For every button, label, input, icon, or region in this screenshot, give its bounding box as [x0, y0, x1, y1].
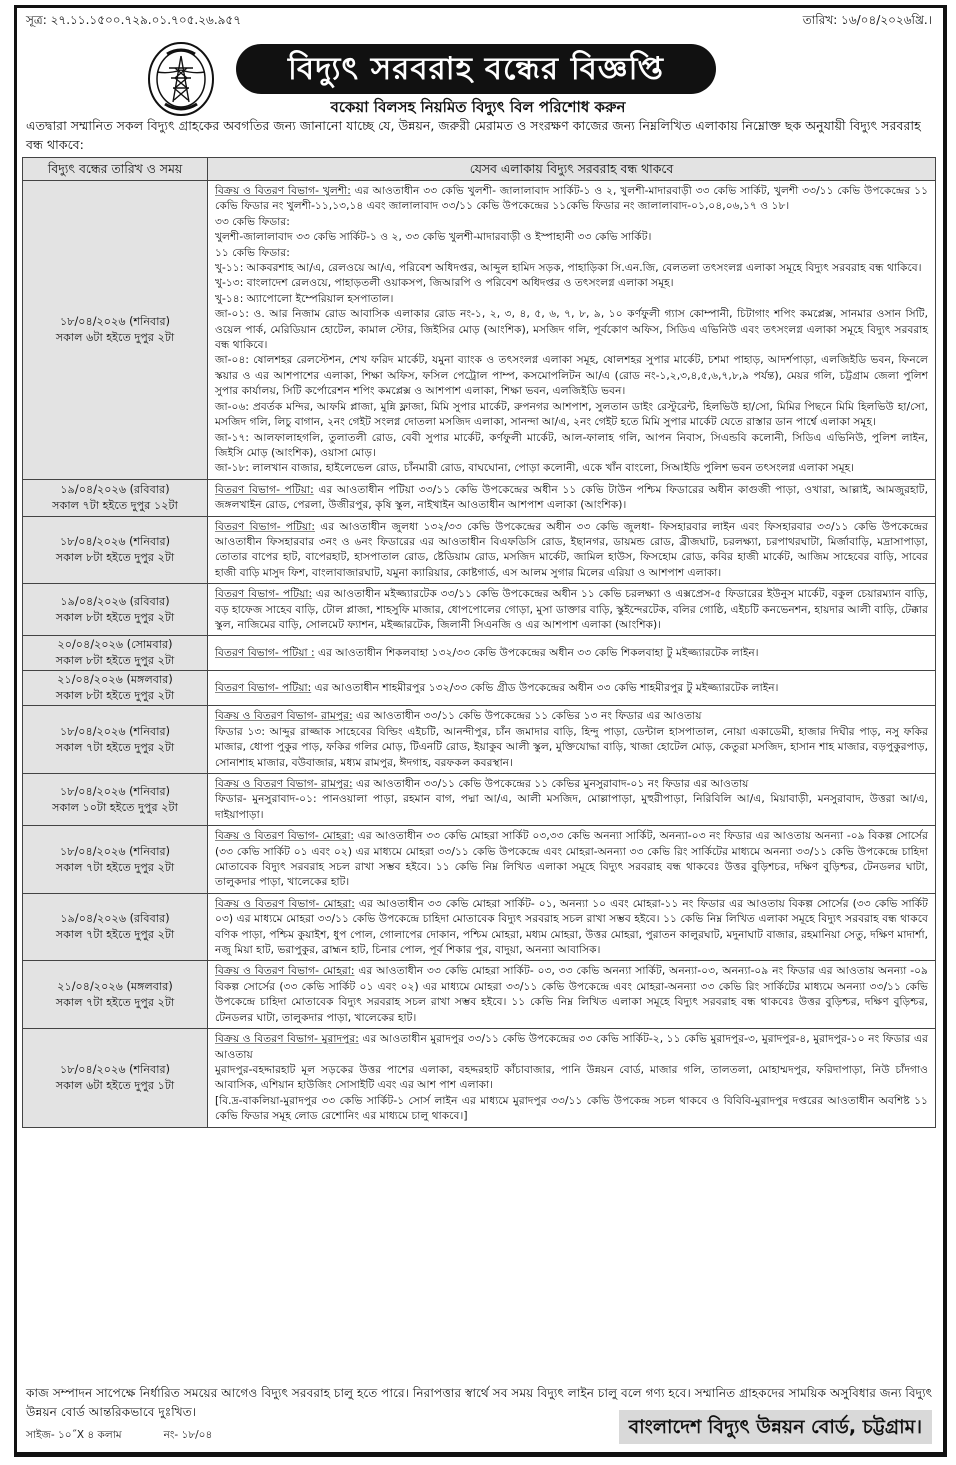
area-paragraph — [215, 460, 928, 475]
affected-areas — [208, 636, 936, 671]
outage-time: সকাল ৮টা হইতে দুপুর ২টা — [55, 610, 175, 624]
area-text: [বি.দ্র-বাকলিয়া-মুরাদপুর ৩৩ কেভি সার্কিট-১ সোর্স লাইন এর মাধ্যমে মুরাদপুর ৩৩/১১ কেভি উপকেন্দ্র সচল থাকবে ও বিবিবি-মুরাদপুর দপ্তরের আওতাধীন অবশিষ্ট ১১ কেভি ফিডার সমূহ লোড রেশোনিং এর মাধ্যমে চালু থাকবে।] — [215, 1093, 928, 1123]
area-paragraph — [215, 430, 928, 461]
outage-time: সকাল ৭টা হইতে দুপুর ১২টা — [52, 498, 178, 512]
affected-areas — [208, 893, 936, 961]
outage-date: ২১/০৪/২০২৬ (মঙ্গলবার) — [57, 979, 173, 993]
affected-areas — [208, 961, 936, 1029]
area-paragraph — [215, 260, 928, 275]
notice-title: বিদ্যুৎ সরবরাহ বন্ধের বিজ্ঞপ্তি — [236, 44, 716, 94]
area-text: ফিডার ১৩: আব্দুর রাজ্জাক সাহেবের বিল্ডিং এইচটি, আনন্দীপুর, চাঁন জমাদার বাড়ি, হিন্দু পাড়া, ডেন্টাল হাসপাতাল, নোয়া একাডেমী, হাজার দিঘীর পাড়, নসু ফকির মাজার, ধোপা পুকুর পাড়, ফকির গলির মোড়, টিএনটি রোড, ইয়াকুব আলী স্কুল, মুক্তিযোদ্ধা বাড়ি, খাজা হোটেল মোড়, কেতুরা মসজিদ, হাসান শাহ মাজার, বড়পুকুরপাড়, সোনাশাহ মাজার, বউবাজার, মধ্যম রামপুর, ঈদগাহ, বরফকল কবরস্থান। — [215, 724, 928, 769]
outage-date-time — [23, 774, 208, 826]
area-text: খুলশী-জালালাবাদ ৩৩ কেভি সার্কিট-১ ও ২, ৩৩ কেভি খুলশী-মাদারবাড়ী ও ইস্পাহানী ৩৩ কেভি সার্কিট। — [215, 230, 652, 244]
notice-intro: এতদ্বারা সম্মানিত সকল বিদ্যুৎ গ্রাহকের অবগতির জন্য জানানো যাচ্ছে যে, উন্নয়ন, জরুরী মেরামত ও সংরক্ষণ কাজের জন্য নিম্নলিখিত এলাকায় নিম্নোক্ত ছক অনুযায়ী বিদ্যুৎ সরবরাহ বন্ধ থাকবে: — [26, 118, 921, 152]
division-name: বিক্রয় ও বিতরণ বিভাগ- খুলশী: — [215, 184, 351, 197]
table-row — [23, 774, 936, 826]
outage-date-time — [23, 826, 208, 894]
header-areas: যেসব এলাকায় বিদ্যুৎ সরবরাহ বন্ধ থাকবে — [208, 158, 936, 181]
area-paragraph — [215, 183, 928, 214]
outage-date-time — [23, 961, 208, 1029]
outage-schedule-table — [22, 157, 936, 1128]
area-paragraph — [215, 245, 928, 260]
division-name: বিক্রয় ও বিতরণ বিভাগ- রামপুর: — [215, 777, 353, 790]
table-row — [23, 826, 936, 894]
area-text: এর আওতাধীন মুরাদপুর ৩৩/১১ কেভি উপকেন্দ্রের ৩৩ কেভি সার্কিট-২, ১১ কেভি মুরাদপুর-৩, মুরাদপুর-৪, মুরাদপুর-১০ নং ফিডার এর আওতায় — [215, 1032, 928, 1061]
affected-areas — [208, 479, 936, 516]
outage-date: ১৯/০৪/২০২৬ (রবিবার) — [60, 594, 170, 608]
outage-date-time — [23, 671, 208, 706]
outage-time: সকাল ৭টা হইতে দুপুর ২টা — [55, 928, 175, 942]
area-paragraph — [215, 896, 928, 958]
outage-date-time — [23, 479, 208, 516]
area-paragraph — [215, 708, 928, 723]
table-row — [23, 516, 936, 584]
outage-date-time — [23, 181, 208, 480]
area-paragraph — [215, 1031, 928, 1062]
area-text: ফিডার- মুনসুরাবাদ-০১: পানওয়ালা পাড়া, রহমান বাগ, পদ্মা আ/এ, আলী মসজিদ, মোল্লাপাড়া, মুহুরীপাড়া, নিরিবিলি আ/এ, মিয়াবাড়ী, মনসুরাবাদ, উত্তরা আ/এ, দাইয়াপাড়া। — [215, 792, 928, 821]
affected-areas — [208, 181, 936, 480]
affected-areas — [208, 826, 936, 894]
table-row — [23, 671, 936, 706]
area-text: এর আওতাধীন ৩৩ কেভি মোহরা সার্কিট- ০৩, ৩৩ কেভি অনন্যা সার্কিট, অনন্যা-০৩, অনন্যা-০৯ নং ফিডার এর আওতায় অনন্যা -০৯ বিকল্প সোর্সের (৩৩ কেভি সার্কিট ০১ এবং ০২) এর মাধ্যমে মোহরা ৩৩/১১ কেভি উপকেন্দ্রে এবং মোহরা-অনন্যা ৩৩ কেভি রিং সার্কিটের মাধ্যমে অনন্যা ৩৩/১১ কেভি উপকেন্দ্রে চাহিদা মোতাবেক বিদ্যুৎ সরবরাহ সচল রাখা সম্ভব হইবে। ১১ কেভি নিম্ন লিখিত এলাকা সমূহে বিদ্যুৎ সরবরাহ বন্ধ থাকবেঃ উত্তর বুড়িশ্চর, দক্ষিণ বুড়িশ্চর, টেনডলর ঘাটা, তালুকদার পাড়া, খালেকের হাট। — [215, 964, 928, 1024]
area-paragraph — [215, 214, 928, 229]
area-text: এর আওতাধীন মইজ্জ্যারটেক ৩৩/১১ কেভি উপকেন্দ্রের অধীন ১১ কেভি চরলক্ষ্যা ও এক্সপ্রেস-৫ ফিডারের ইউনুস মার্কেট, বকুল চেয়ারম্যান বাড়ি, বড় হাফেজ সাহেব বাড়ি, টোল প্লাজা, শাহসুফি মাজার, ধোপপোলের গোড়া, মুসা ডাক্তার বাড়ি, স্কুইন্দেরটেক, বলির গোষ্ঠি, এইচটি কনভেনশন, হায়দার আলী বাড়ি, টেক্কার স্কুল, নাজিমের বাড়ি, সোলমেট ফ্যাশন, মইজ্জারটেক, জিলানী সিএনজি ও এর আশপাশ এলাকা (আংশিক)। — [215, 587, 928, 631]
area-paragraph — [215, 291, 928, 306]
outage-time: সকাল ৬টা হইতে দুপুর ২টা — [55, 330, 175, 344]
area-paragraph — [215, 306, 928, 352]
area-paragraph — [215, 275, 928, 290]
area-text: এর আওতাধীন ৩৩/১১ কেভি উপকেন্দ্রের ১১ কেভির মুনসুরাবাদ-০১ নং ফিডার এর আওতায় — [352, 777, 749, 790]
outage-date: ১৮/০৪/২০২৬ (শনিবার) — [59, 844, 171, 858]
division-name: বিক্রয় ও বিতরণ বিভাগ- মোহরা: — [215, 896, 355, 910]
area-paragraph — [215, 828, 928, 890]
area-text: এর আওতাধীন ৩৩ কেভি মোহরা সার্কিট ০৩,৩৩ কেভি অনন্যা সার্কিট, অনন্যা-০৩ নং ফিডার এর আওতায় অনন্যা -০৯ বিকল্প সোর্সের (৩৩ কেভি সার্কিট ০১ এবং ০২) এর মাধ্যমে মোহরা ৩৩/১১ কেভি উপকেন্দ্রে এবং মোহরা-অনন্যা ৩৩ কেভি রিং সার্কিটের মাধ্যমে অনন্যা ৩৩/১১ কেভি উপকেন্দ্রে চাহিদা মোতাবেক বিদ্যুৎ সরবরাহ সচল রাখা সম্ভব হইবে। ১১ কেভি নিম্ন লিখিত এলাকা সমূহে বিদ্যুৎ সরবরাহ বন্ধ থাকবেঃ উত্তর বুড়িশচর, দক্ষিণ বুড়িশ্চর, টেনডলর ঘাটা, তালুকদার পাড়া, খালেকের হাট। — [215, 829, 928, 889]
area-paragraph — [215, 229, 928, 244]
division-name: বিতরণ বিভাগ- পটিয়া : — [215, 646, 315, 660]
outage-time: সকাল ১০টা হইতে দুপুর ২টা — [52, 800, 178, 814]
area-text: জা-১৮: লালখান বাজার, হাইলেভেল রোড, চাঁনমারী রোড, বাঘঘোনা, পোড়া কলোনী, একে খাঁন বাংলো, সিআইডি পুলিশ ভবন তৎসংলগ্ন এলাকা সমূহ। — [215, 461, 855, 475]
area-text: খু-১১: আকবরশাহ আ/এ, রেলওয়ে আ/এ, পরিবেশ অধিদপ্তর, আব্দুল হামিদ সড়ক, পাহাড়িকা সি.এন.জি, বেলতলা তৎসংলগ্ন এলাকা সমূহে বিদ্যুৎ সরবরাহ বন্ধ থাকিবে। — [215, 261, 922, 275]
table-row — [23, 706, 936, 774]
issuer-signature: বাংলাদেশ বিদ্যুৎ উন্নয়ন বোর্ড, চট্টগ্রাম। — [619, 1410, 932, 1444]
affected-areas — [208, 671, 936, 706]
area-paragraph — [215, 1062, 928, 1093]
division-name: বিতরণ বিভাগ- পটিয়া: — [215, 681, 312, 695]
outage-time: সকাল ৮টা হইতে দুপুর ২টা — [55, 654, 175, 668]
area-text: এর আওতাধীন জুলধা ১৩২/৩৩ কেভি উপকেন্দ্রের অধীন ৩৩ কেভি জুলধা- ফিসহারবার লাইন এবং ফিসহারবার ৩৩/১১ কেভি উপকেন্দ্রের আওতাধীন ফিসহারবার ৩নং ও ৬নং ফিডারের এর আওতাধীন বিএফডিসি রোড, ইছানগর, ডায়মন্ড রোড, ব্রীজঘাট, চরলক্ষ্যা, চরপাথরঘাটা, মির্জাবাড়ি, মদ্রাসাপাড়া, তোতার বাপের হাট, বাপেরহাট, হাসপাতাল রোড, ষ্টেডিয়াম রোড, মসজিদ মার্কেট, জামিল হাউস, ফিসহোম রোড, কবির হাজী মার্কেট, আজিম সাহেবের বাড়ি, সাবের হাজী বাড়ি মাসুদ ফিশ, বাংলাবাজারঘাট, যমুনা ক্যারিয়ার, কোষ্টগার্ড, এস আলম সুগার মিলের এরিয়া ও আশপাশ এলাকা। — [215, 519, 928, 579]
area-text: ১১ কেভি ফিডার: — [215, 245, 290, 259]
table-row — [23, 893, 936, 961]
ad-size-info — [26, 1428, 212, 1445]
area-paragraph — [215, 1093, 928, 1124]
affected-areas — [208, 584, 936, 636]
area-text: মুরাদপুর-বহদ্দারহাট মূল সড়কের উত্তর পাশের এলাকা, বহদ্দরহাট কাঁচাবাজার, পানি উন্নয়ন বোর্ড, মাজার গলি, তালতলা, মোহাম্মদপুর, ফরিদাপাড়া, নিউ চাঁদগাও আবাসিক, এশিয়ান হাউজিং সোসাইটি এবং এর আশ পাশ এলাকা। — [215, 1062, 928, 1092]
area-text: এর আওতাধীন শাহমীরপুর ১৩২/৩৩ কেভি গ্রীড উপকেন্দ্রের অধীন ৩৩ কেভি শাহমীরপুর টু মইজ্জ্যারটেক লাইন। — [311, 681, 779, 695]
area-paragraph — [215, 791, 928, 822]
area-paragraph — [215, 586, 928, 632]
outage-time: সকাল ৬টা হইতে দুপুর ১টা — [55, 1078, 175, 1092]
division-name: বিতরণ বিভাগ- পটিয়া: — [215, 519, 315, 533]
outage-time: সকাল ৮টা হইতে দুপুর ২টা — [55, 550, 175, 564]
table-row — [23, 636, 936, 671]
outage-date: ১৮/০৪/২০২৬ (শনিবার) — [59, 534, 171, 548]
area-text: এর আওতাধীন ৩৩ কেভি মোহরা সার্কিট- ০১, অনন্যা ১০ এবং মোহরা-১১ নং ফিডার এর আওতায় বিকল্প সোর্সের (৩৩ কেভি সার্কিট ০৩) এর মাধ্যমে মোহরা ৩৩/১১ কেভি উপকেন্দ্রে চাহিদা মোতাবেক বিদ্যুৎ সরবরাহ সচল রাখা সম্ভব হইবে। ১১ কেভি নিম্ন লিখিত এলাকা সমূহে বিদ্যুৎ সরবরাহ বন্ধ থাকবে বণিক পাড়া, পশ্চিম কুয়াইশ, ধুপ পোল, গোলাপের দোকান, পশ্চিম মোহরা, মধ্যম মোহরা, উত্তর মোহরা, পুরাতন কালুরঘাট, মদুনাঘাট বাজার, রহমানিয়া সেতু, দক্ষিণ মাদার্শা, নজু মিয়া হাট, ভরাপুকুর, ব্রাহ্মন হাট, চিনার পোল, পূর্ব শিকার পুর, বাদুয়া, অনন্যা আবাসিক। — [215, 896, 928, 957]
area-text: জা-০১: ও. আর নিজাম রোড আবাসিক এলাকার রোড নং-১, ২, ৩, ৪, ৫, ৬, ৭, ৮, ৯, ১০ কর্ণফুলী গ্যাস কোম্পানী, চিটাগাং শপিং কমপ্লেক্স, সানমার ওসান সিটি, ওয়েল পার্ক, মেরিডিয়ান হোটেল, কামাল স্টোর, জিইসির মোড় (আংশিক), মসজিদ গলি, পূর্বকোণ অফিস, সিডিএ এভিনিউ এবং তৎসংলগ্ন এলাকা সমূহে বিদ্যুৎ সরবরাহ বন্ধ থাকিবে। — [215, 307, 928, 352]
outage-date: ১৯/০৪/২০২৬ (রবিবার) — [60, 912, 170, 926]
area-text: ৩৩ কেভি ফিডার: — [215, 214, 290, 228]
area-paragraph — [215, 399, 928, 430]
area-text: জা-০৪: ষোলশহর রেলস্টেশন, শেখ ফরিদ মার্কেট, যমুনা ব্যাংক ও তৎসংলগ্ন এলাকা সমূহ, ষোলশহর সুপার মার্কেট, চশমা পাহাড়, আদর্শপাড়া, এলজিইডি ভবন, ফিনলে স্কয়ার ও এর আশপাশের এলাকা, শিক্ষা অফিস, ফসিল পেট্রোল পাম্প, কসমোপলিটন আ/এ (রোড নং-১,২,৩,৪,৫,৬,৭,৮,৯ পর্যন্ত), মেয়র গলি, চট্টগ্রাম জেলা পুলিশ সুপার কার্যালয়, সিটি কর্পোরেশন শপিং কমপ্লেক্স ও আশপাশ এলাকা, শিক্ষা ভবন, এলজিইডি ভবন। — [215, 353, 928, 398]
outage-date-time — [23, 516, 208, 584]
division-name: বিতরণ বিভাগ- পটিয়া: — [215, 482, 314, 496]
division-name: বিতরণ বিভাগ- পটিয়া: — [215, 587, 313, 601]
area-paragraph — [215, 963, 928, 1025]
outage-time: সকাল ৭টা হইতে দুপুর ২টা — [55, 740, 175, 754]
division-name: বিক্রয় ও বিতরণ বিভাগ- মোহরা: — [215, 829, 355, 843]
outage-date: ১৮/০৪/২০২৬ (শনিবার) — [59, 1062, 171, 1076]
affected-areas — [208, 774, 936, 826]
area-text: এর আওতাধীন ৩৩/১১ কেভি উপকেন্দ্রের ১১ কেভির ১৩ নং ফিডার এর আওতায় — [352, 709, 702, 723]
outage-date: ১৮/০৪/২০২৬ (শনিবার) — [59, 724, 171, 738]
area-paragraph — [215, 680, 928, 695]
area-text: এর আওতাধীন ৩৩ কেভি খুলশী- জালালাবাদ সার্কিট-১ ও ২, খুলশী-মাদারবাড়ী ৩৩ কেভি সার্কিট, খুলশী ৩৩/১১ কেভি উপকেন্দ্রের ১১ কেভি ফিডার নং খুলশী-১১,১৩,১৪ এবং জালালাবাদ ৩৩/১১ কেভি উপকেন্দ্রের ১১কেভি ফিডার নং জালালাবাদ-০১,০৪,০৬,১৭ ও ১৮। — [215, 184, 929, 213]
area-text: এর আওতাধীন শিকলবাহা ১৩২/৩৩ কেভি উপকেন্দ্রের অধীন ৩৩ কেভি শিকলবাহা টু মইজ্জ্যারটেক লাইন। — [314, 646, 759, 660]
outage-time: সকাল ৭টা হইতে দুপুর ২টা — [55, 995, 175, 1009]
outage-date: ২০/০৪/২০২৬ (সোমবার) — [57, 638, 173, 652]
outage-date-time — [23, 1029, 208, 1127]
table-row — [23, 479, 936, 516]
outage-date: ১৯/০৪/২০২৬ (রবিবার) — [60, 482, 170, 496]
affected-areas — [208, 706, 936, 774]
reference-line — [26, 12, 932, 32]
area-paragraph — [215, 776, 928, 791]
table-header-row — [23, 158, 936, 181]
division-name: বিক্রয় ও বিতরণ বিভাগ- মুরাদপুর: — [215, 1032, 359, 1046]
affected-areas — [208, 1029, 936, 1127]
ad-size: সাইজ- ১০˝X ৪ কলাম — [26, 1429, 122, 1441]
ad-number: নং- ১৮/০৪ — [163, 1429, 213, 1441]
outage-date-time — [23, 584, 208, 636]
division-name: বিক্রয় ও বিতরণ বিভাগ- রামপুর: — [215, 709, 353, 723]
area-text: খু-১৩: বাংলাদেশ রেলওয়ে, পাহাড়তলী ওয়াকসপ, জিআরপি ও পরিবেশ অধিদপ্তর ও তৎসংলগ্ন এলাকা সমূহ। — [215, 276, 674, 290]
area-text: এর আওতাধীন পটিয়া ৩৩/১১ কেভি উপকেন্দ্রের অধীন ১১ কেভি টাউন পশ্চিম ফিডারের অধীন কাগুজী পাড়া, ওখারা, আল্লাই, আমজুরহাট, জঙ্গলখাইন রোড, পেরলা, উজীরপুর, কৃষি স্কুল, নাইখাইন আওতাধীন আশপাশ এলাকা (আংশিক)। — [215, 482, 928, 512]
affected-areas — [208, 516, 936, 584]
division-name: বিক্রয় ও বিতরণ বিভাগ- মোহরা: — [215, 964, 355, 978]
outage-date: ১৮/০৪/২০২৬ (শনিবার) — [59, 784, 171, 798]
outage-date-time — [23, 893, 208, 961]
outage-time: সকাল ৭টা হইতে দুপুর ২টা — [55, 860, 175, 874]
area-text: জা-০৬: প্রবর্তক মন্দির, আফমি প্লাজা, মুন্নি ফ্লাজা, মিমি সুপার মার্কেট, রুপনগর আশপাশ, সুলতান ডাইং রেস্টুরেন্ট, হিলভিউ হা/সো, মিমির পিছনে মিমি হিলভিউ হা/সো, মসজিদ গলি, লিচু বাগান, ২নং গেইট সংলগ্ন দোতলা মসজিদ এলাকা, সানন্দা আ/এ, ২নং গেইট হতে মিমি সুপার মার্কেট যেতে রাস্তার ডান পার্শ্বে এলাকা সমূহ। — [215, 399, 928, 429]
area-paragraph — [215, 352, 928, 398]
footer-note: কাজ সম্পাদন সাপেক্ষে নির্ধারিত সময়ের আগেও বিদ্যুৎ সরবরাহ চালু হতে পারে। নিরাপত্তার স্বার্থে সব সময় বিদ্যুৎ লাইন চালু বলে গণ্য হবে। সম্মানিত গ্রাহকদের সাময়িক অসুবিধার জন্য বিদ্যুৎ উন্নয়ন বোর্ড আন্তরিকভাবে দুঃখিত। — [26, 1386, 933, 1419]
outage-date: ২১/০৪/২০২৬ (মঙ্গলবার) — [57, 673, 173, 687]
area-paragraph — [215, 645, 928, 660]
reference-number: সূত্র: ২৭.১১.১৫০০.৭২৯.০১.৭০৫.২৬.৯৫৭ — [26, 13, 242, 27]
area-text: জা-১৭: আলফালাহগলি, তুলাতলী রোড, বেবী সুপার মার্কেট, কর্ণফুলী মার্কেট, আল-ফালাহ গলি, আপন নিবাস, সিএন্ডবি কলোনী, সিডিএ এভিনিউ, পুলিশ লাইন, জিইসি মোড় (আংশিক), ওয়াসা মোড়। — [215, 430, 928, 459]
area-paragraph — [215, 482, 928, 513]
outage-date-time — [23, 636, 208, 671]
header-date-time: বিদ্যুৎ বন্ধের তারিখ ও সময় — [23, 158, 208, 181]
outage-date-time — [23, 706, 208, 774]
notice-date: তারিখ: ১৬/০৪/২০২৬খ্রি.। — [802, 13, 932, 27]
table-row — [23, 1029, 936, 1127]
table-row — [23, 181, 936, 480]
table-row — [23, 961, 936, 1029]
area-paragraph — [215, 519, 928, 581]
area-paragraph — [215, 724, 928, 770]
outage-date: ১৮/০৪/২০২৬ (শনিবার) — [59, 314, 171, 328]
notice-subtitle: বকেয়া বিলসহ নিয়মিত বিদ্যুৎ বিল পরিশোধ করুন — [330, 98, 626, 116]
outage-time: সকাল ৮টা হইতে দুপুর ২টা — [55, 689, 175, 703]
table-row — [23, 584, 936, 636]
area-text: খু-১৪: অ্যাপোলো ইম্পেরিয়াল হসপাতাল। — [215, 291, 394, 305]
